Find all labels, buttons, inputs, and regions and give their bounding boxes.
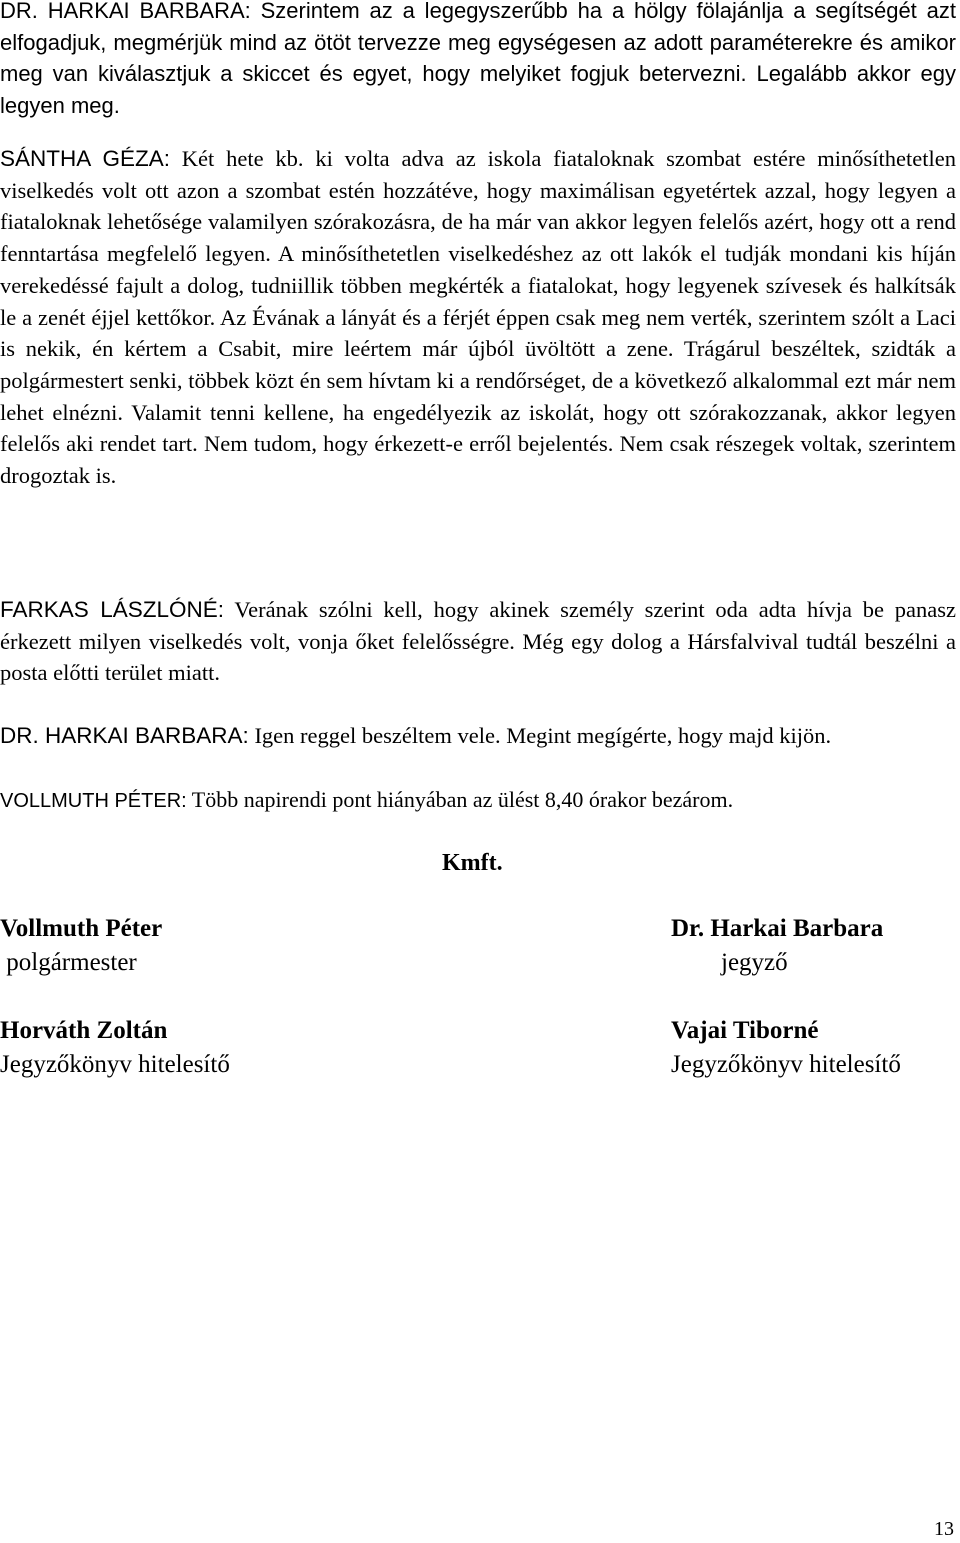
paragraph-vollmuth <box>0 784 956 818</box>
signature-role: Jegyzőkönyv hitelesítő <box>671 1051 901 1078</box>
paragraph-text: Több napirendi pont hiányában az ülést 8,40 órakor bezárom. <box>186 787 734 812</box>
page-number: 13 <box>934 1518 954 1540</box>
paragraph-text: Verának szólni kell, hogy akinek személy szerint oda adta hívja be panasz érkezett milyen viselkedés volt, vonja őket felelősségre. Még egy dolog a Hársfalvival tudtál beszélni a posta előtti terület miatt. <box>0 597 956 686</box>
paragraph-text: Szerintem az a legegyszerűbb ha a hölgy fölajánlja a segítségét azt elfogadjuk, megmérjük mind az ötöt tervezze meg egységesen az adott paraméterekre és amikor meg van kiválasztjuk a skiccet és egyet, hogy melyiket fogjuk betervezni. Legalább akkor egy legyen meg. <box>0 0 956 119</box>
paragraph-harkai-1 <box>0 0 956 122</box>
signature-role: polgármester <box>0 949 137 976</box>
paragraph-text: Igen reggel beszéltem vele. Megint megígérte, hogy majd kijön. <box>248 723 832 748</box>
signature-authenticator-2 <box>671 1014 901 1082</box>
signature-role: Jegyzőkönyv hitelesítő <box>0 1051 230 1078</box>
closing-kmft: Kmft. <box>442 850 503 876</box>
speaker-label: DR. HARKAI BARBARA: <box>0 0 251 23</box>
speaker-label: FARKAS LÁSZLÓNÉ: <box>0 597 224 622</box>
paragraph-farkas <box>0 594 956 689</box>
signature-name: Vollmuth Péter <box>0 915 163 942</box>
signature-name: Horváth Zoltán <box>0 1017 168 1044</box>
signature-authenticator-1 <box>0 1014 230 1082</box>
paragraph-text: Két hete kb. ki volta adva az iskola fiataloknak szombat estére minősíthetetlen viselkedés volt ott azon a szombat estén hozzátéve, hogy maximálisan egyetértek azzal, hogy legyen a fiataloknak lehetősége valamilyen szórakozásra, de ha már van akkor legyen felelős azért, hogy ott a rend fenntartása megfelelő legyen. A minősíthetetlen viselkedéshez az ott lakók el tudják mondani kis híján verekedéssé fajult a dolog, tudniillik többen megkérték a fiatalokat, hogy legyenek szívesek és halkítsák le a zenét éjjel kettőkor. Az Évának a lányát és a férjét éppen csak meg nem verték, szerintem szólt a Laci is nekik, én kértem a Csabit, mire leértem már újból üvöltött a zene. Trágárul beszéltek, szidták a polgármestert senki, többek közt én sem hívtam ki a rendőrséget, de a következő alkalommal ezt már nem lehet elnézni. Valamit tenni kellene, ha engedélyezik az iskolát, hogy ott szórakozzanak, akkor legyen felelős aki rendet tart. Nem tudom, hogy érkezett-e erről bejelentés. Nem csak részegek voltak, szerintem drogoztak is. <box>0 146 956 489</box>
signature-name: Dr. Harkai Barbara <box>671 915 884 942</box>
speaker-label: VOLLMUTH PÉTER: <box>0 790 187 812</box>
speaker-label: DR. HARKAI BARBARA: <box>0 723 249 748</box>
paragraph-harkai-2 <box>0 720 956 752</box>
signature-notary <box>671 912 883 980</box>
signature-mayor <box>0 912 162 980</box>
paragraph-santha <box>0 143 956 492</box>
signature-role: jegyző <box>671 949 788 976</box>
signature-name: Vajai Tiborné <box>671 1017 819 1044</box>
speaker-label: SÁNTHA GÉZA: <box>0 146 170 171</box>
